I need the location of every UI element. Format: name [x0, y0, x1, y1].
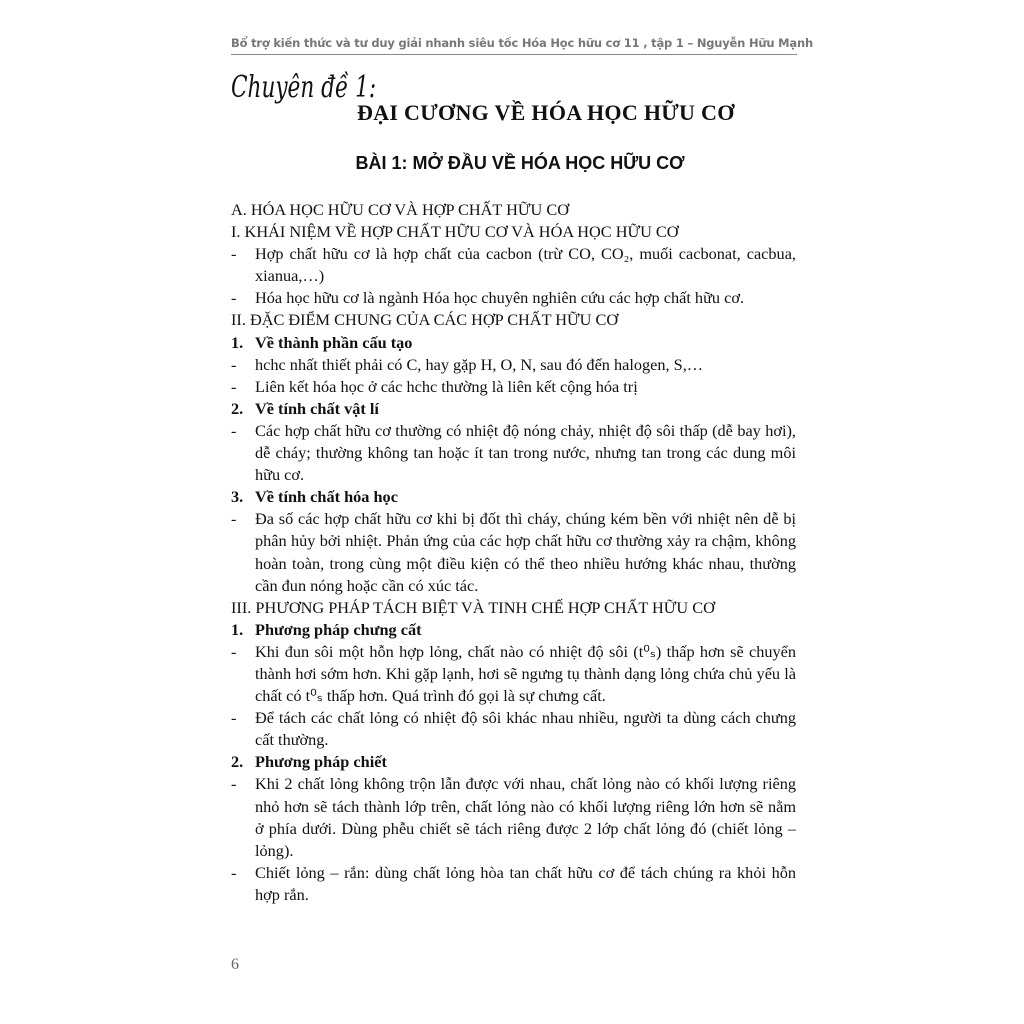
bullet-text: Các hợp chất hữu cơ thường có nhiệt độ nóng chảy, nhiệt độ sôi thấp (dễ bay hơi), dễ cháy; thường không tan hoặc ít tan trong nước, nhưng tan trong các dung môi hữu cơ.: [255, 420, 796, 485]
header-rule: [231, 54, 797, 55]
bullet-text: Đa số các hợp chất hữu cơ khi bị đốt thì cháy, chúng kém bền với nhiệt nên dễ bị phân hủy bởi nhiệt. Phản ứng của các hợp chất hữu cơ thường xảy ra chậm, không hoàn toàn, trong cùng một điều kiện có thể theo nhiều hướng khác nhau, thường cần đun nóng hoặc cần có xúc tác.: [255, 509, 796, 595]
bullet-text: Liên kết hóa học ở các hchc thường là liên kết cộng hóa trị: [255, 376, 638, 396]
bullet-item: [231, 773, 796, 861]
subsection-number: 1.: [231, 619, 244, 639]
bullet-dash: -: [231, 509, 237, 529]
subsection-heading: [231, 751, 796, 773]
subsection-heading: [231, 332, 796, 354]
subsection-number: 1.: [231, 332, 244, 352]
bullet-dash: -: [231, 774, 237, 794]
lesson-title: BÀI 1: MỞ ĐẦU VỀ HÓA HỌC HỮU CƠ: [355, 153, 685, 173]
subsection-title: Về tính chất vật lí: [255, 398, 379, 418]
bullet-item: [231, 641, 796, 707]
chapter-title: ĐẠI CƯƠNG VỀ HÓA HỌC HỮU CƠ: [357, 100, 735, 125]
section-heading: III. PHƯƠNG PHÁP TÁCH BIỆT VÀ TINH CHẾ HỢP CHẤT HỮU CƠ: [231, 597, 715, 617]
subsection-title: Về thành phần cấu tạo: [255, 332, 413, 352]
bullet-text: Khi đun sôi một hỗn hợp lỏng, chất nào có nhiệt độ sôi (t⁰ₛ) thấp hơn sẽ chuyển thành hơi sớm hơn. Khi gặp lạnh, hơi sẽ ngưng tụ thành dạng lỏng chứa chủ yếu là chất có t⁰ₛ thấp hơn. Quá trình đó gọi là sự chưng cất.: [255, 641, 796, 706]
bullet-text: Để tách các chất lỏng có nhiệt độ sôi khác nhau nhiều, người ta dùng cách chưng cất thường.: [255, 708, 796, 750]
subsection-heading: [231, 486, 796, 508]
subsection-title: Về tính chất hóa học: [255, 487, 398, 507]
bullet-text: Khi 2 chất lỏng không trộn lẫn được với nhau, chất lỏng nào có khối lượng riêng nhỏ hơn sẽ tách thành lớp trên, chất lỏng nào có khối lượng riêng lớn hơn sẽ nằm ở phía dưới. Dùng phễu chiết sẽ tách riêng được 2 lớp chất lỏng đó (chiết lỏng – lỏng).: [255, 774, 796, 860]
subsection-number: 2.: [231, 752, 244, 772]
bullet-text: hchc nhất thiết phải có C, hay gặp H, O, N, sau đó đến halogen, S,…: [255, 354, 704, 374]
bullet-dash: -: [231, 354, 237, 374]
section-heading: A. HÓA HỌC HỮU CƠ VÀ HỢP CHẤT HỮU CƠ: [231, 200, 569, 219]
subsection-heading: [231, 619, 796, 641]
bullet-item: [231, 862, 796, 906]
subsection-number: 2.: [231, 398, 244, 418]
section-heading: II. ĐẶC ĐIỂM CHUNG CỦA CÁC HỢP CHẤT HỮU CƠ: [231, 310, 619, 330]
bullet-text: Chiết lỏng – rắn: dùng chất lỏng hòa tan chất hữu cơ để tách chúng ra khỏi hỗn hợp rắn.: [255, 862, 796, 904]
bullet-item: [231, 707, 796, 751]
bullet-item: [231, 508, 796, 596]
bullet-dash: -: [231, 708, 237, 728]
running-header: Bổ trợ kiến thức và tư duy giải nhanh siêu tốc Hóa Học hữu cơ 11 , tập 1 – Nguyễn Hữu Mạnh: [231, 36, 813, 50]
bullet-dash: -: [231, 862, 237, 882]
bullet-item: [231, 287, 796, 309]
bullet-item: [231, 354, 796, 376]
bullet-dash: -: [231, 641, 237, 661]
document-body: [231, 199, 796, 906]
bullet-dash: -: [231, 376, 237, 396]
subsection-title: Phương pháp chiết: [255, 752, 387, 772]
subsection-heading: [231, 398, 796, 420]
section-heading: I. KHÁI NIỆM VỀ HỢP CHẤT HỮU CƠ VÀ HÓA HỌC HỮU CƠ: [231, 222, 679, 242]
bullet-dash: -: [231, 244, 237, 264]
bullet-dash: -: [231, 288, 237, 308]
bullet-text: Hóa học hữu cơ là ngành Hóa học chuyên nghiên cứu các hợp chất hữu cơ.: [255, 288, 745, 308]
chapter-label: Chuyên đề 1:: [231, 70, 377, 105]
subsection-number: 3.: [231, 487, 244, 507]
bullet-item: [231, 420, 796, 486]
bullet-dash: -: [231, 420, 237, 440]
page-number: 6: [231, 956, 239, 973]
bullet-text: Hợp chất hữu cơ là hợp chất của cacbon (trừ CO, CO₂, muối cacbonat, cacbua, xianua,…): [255, 244, 796, 286]
subsection-title: Phương pháp chưng cất: [255, 619, 422, 639]
bullet-item: [231, 243, 796, 287]
bullet-item: [231, 376, 796, 398]
